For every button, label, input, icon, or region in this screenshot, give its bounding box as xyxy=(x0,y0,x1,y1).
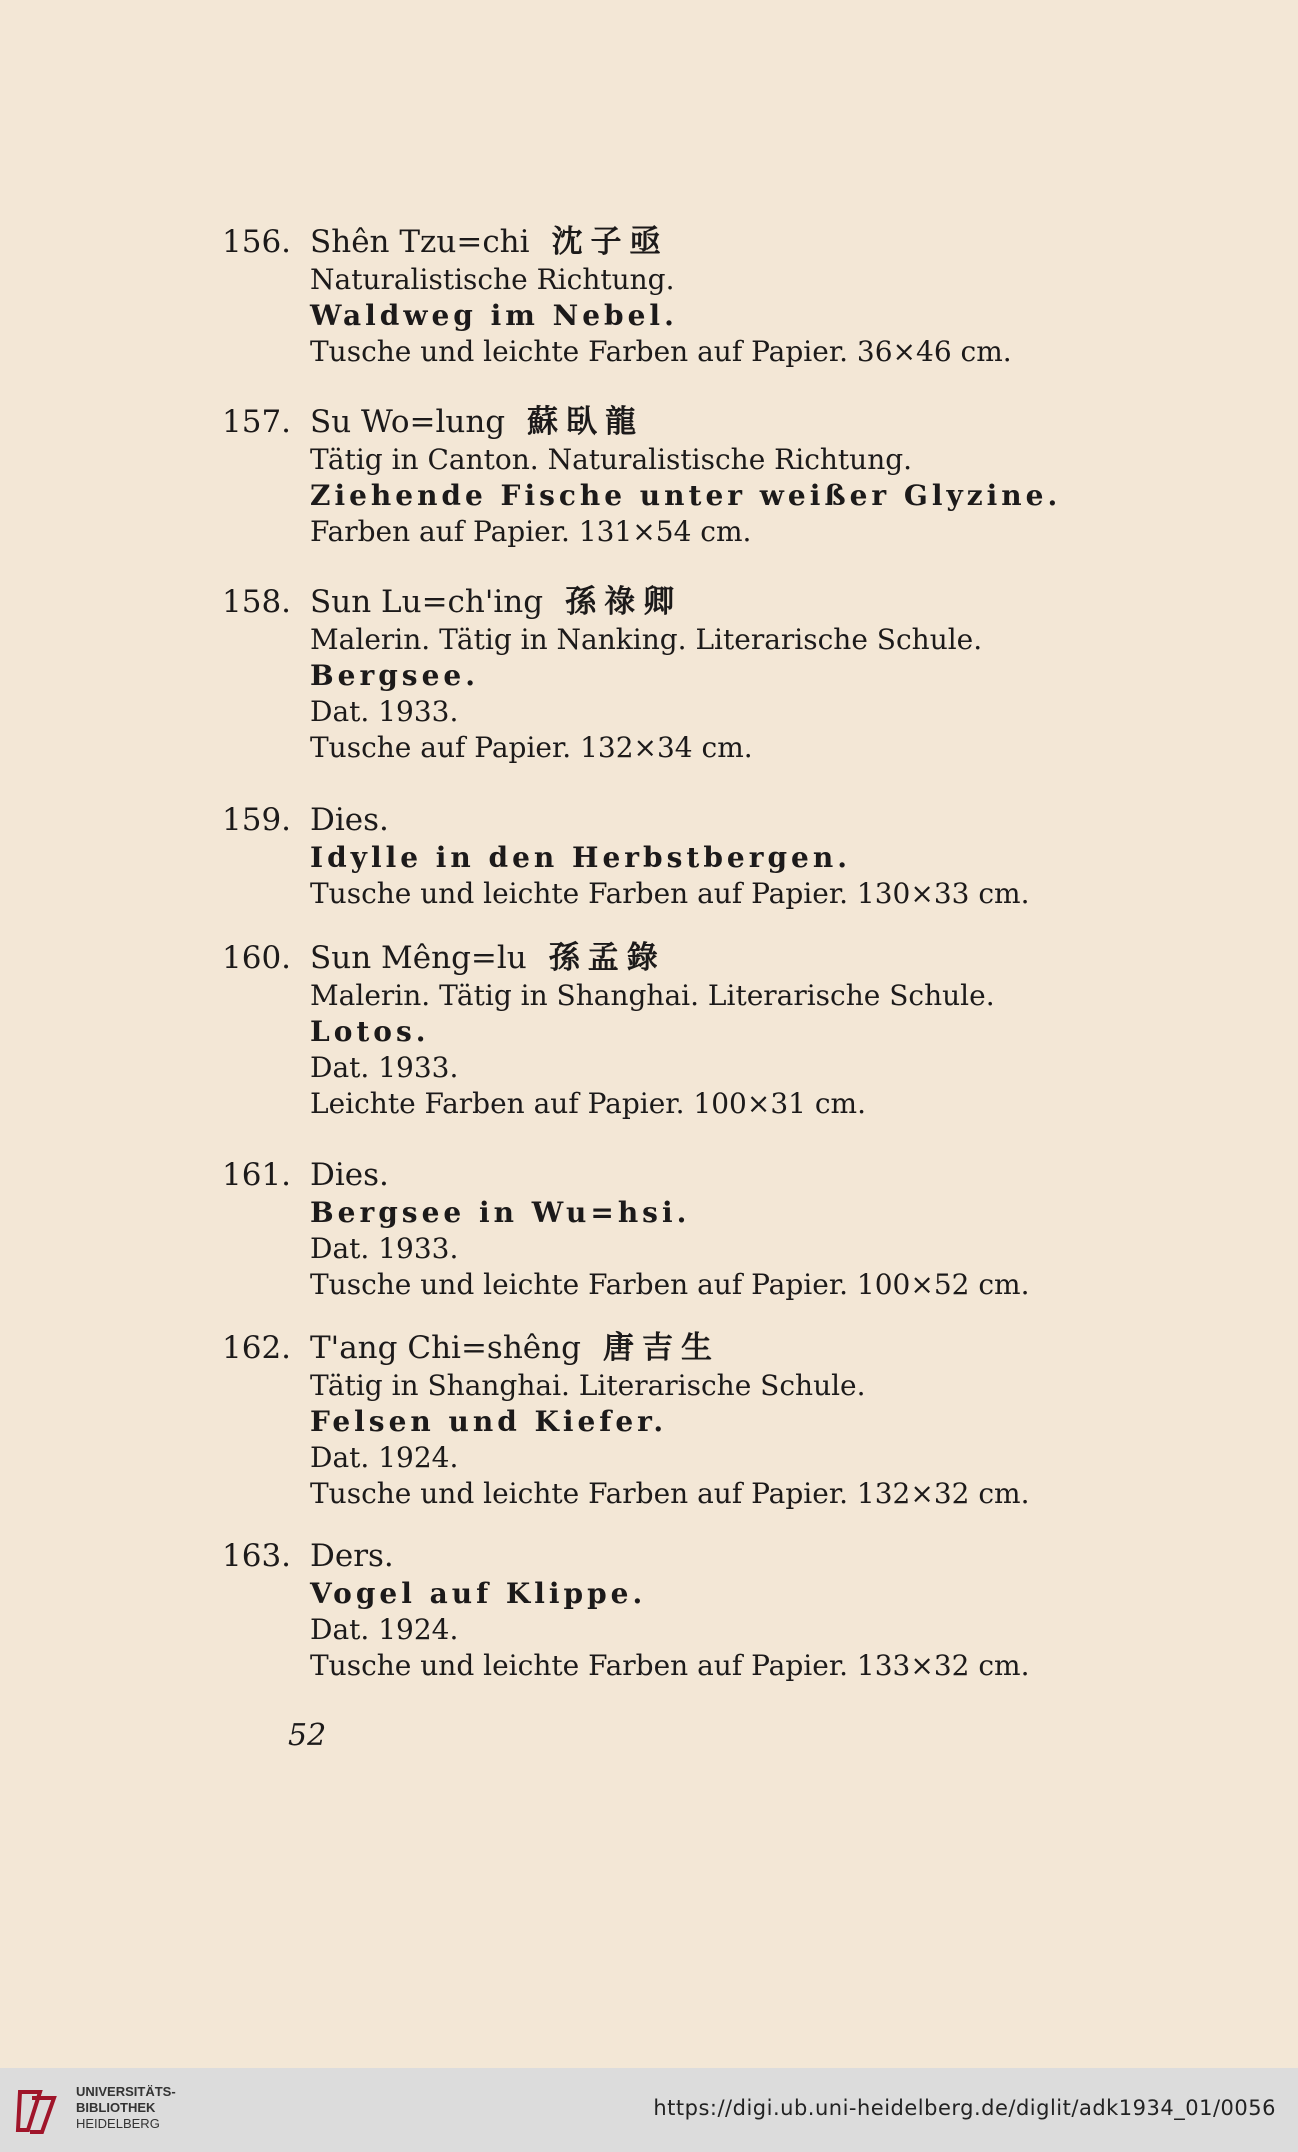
artist-name: Shên Tzu=chi xyxy=(310,224,530,260)
artwork-title: Bergsee in Wu=hsi. xyxy=(310,1196,691,1229)
entry-heading xyxy=(222,1536,1222,1576)
entry-number: 160. xyxy=(222,940,292,976)
entry-detail-line: Farben auf Papier. 131×54 cm. xyxy=(310,515,752,548)
artwork-title: Bergsee. xyxy=(310,659,479,692)
entry-heading xyxy=(222,582,1222,622)
artwork-title: Vogel auf Klippe. xyxy=(310,1577,647,1610)
artist-name: Sun Lu=ch'ing xyxy=(310,584,544,620)
artist-chinese-name: 孫孟錄 xyxy=(548,940,666,976)
library-name-line3: HEIDELBERG xyxy=(76,2116,160,2131)
artist-name: Sun Mêng=lu xyxy=(310,940,527,976)
catalog-entry xyxy=(222,222,1222,370)
entry-number: 159. xyxy=(222,802,292,838)
entry-heading xyxy=(222,938,1222,978)
catalog-entry xyxy=(222,1536,1222,1684)
artist-name: Dies. xyxy=(310,1157,389,1193)
entry-number: 156. xyxy=(222,224,292,260)
catalog-entry xyxy=(222,1155,1222,1303)
entry-detail-line: Dat. 1933. xyxy=(310,1051,459,1084)
entry-detail-line: Tusche und leichte Farben auf Papier. 133×32 cm. xyxy=(310,1649,1030,1682)
entry-detail-line: Leichte Farben auf Papier. 100×31 cm. xyxy=(310,1087,866,1120)
entry-detail-line: Tusche und leichte Farben auf Papier. 100×52 cm. xyxy=(310,1268,1030,1301)
entry-detail-line: Tätig in Shanghai. Literarische Schule. xyxy=(310,1369,866,1402)
entry-detail-line: Dat. 1933. xyxy=(310,1232,459,1265)
entry-detail-line: Tusche und leichte Farben auf Papier. 130×33 cm. xyxy=(310,877,1030,910)
entry-detail-line: Tusche und leichte Farben auf Papier. 132×32 cm. xyxy=(310,1477,1030,1510)
entry-heading xyxy=(222,402,1222,442)
artist-name: T'ang Chi=shêng xyxy=(310,1330,581,1366)
entry-detail-line: Malerin. Tätig in Nanking. Literarische Schule. xyxy=(310,623,983,656)
artist-name: Dies. xyxy=(310,802,389,838)
entry-number: 157. xyxy=(222,404,292,440)
entry-number: 161. xyxy=(222,1157,292,1193)
artist-chinese-name: 沈子亟 xyxy=(551,224,669,260)
artist-chinese-name: 蘇臥龍 xyxy=(527,404,645,440)
entry-detail-line: Dat. 1924. xyxy=(310,1613,459,1646)
entry-heading xyxy=(222,1328,1222,1368)
catalog-entry xyxy=(222,1328,1222,1512)
artist-chinese-name: 唐吉生 xyxy=(602,1330,720,1366)
source-url-link[interactable]: https://digi.ub.uni-heidelberg.de/diglit/adk1934_01/0056 xyxy=(653,2096,1276,2120)
library-name-line2: BIBLIOTHEK xyxy=(76,2100,156,2115)
artist-name: Ders. xyxy=(310,1538,394,1574)
catalog-entry xyxy=(222,800,1222,912)
entry-detail-line: Naturalistische Richtung. xyxy=(310,263,675,296)
catalog-entry xyxy=(222,402,1222,550)
footer-bar xyxy=(0,2068,1298,2152)
artist-chinese-name: 孫祿卿 xyxy=(565,584,683,620)
entry-heading xyxy=(222,222,1222,262)
entry-detail-line: Tätig in Canton. Naturalistische Richtung. xyxy=(310,443,913,476)
library-logo-icon xyxy=(14,2084,68,2138)
artwork-title: Waldweg im Nebel. xyxy=(310,299,678,332)
catalog-entry xyxy=(222,938,1222,1122)
artist-name: Su Wo=lung xyxy=(310,404,506,440)
entry-detail-line: Dat. 1924. xyxy=(310,1441,459,1474)
entry-detail-line: Malerin. Tätig in Shanghai. Literarische Schule. xyxy=(310,979,995,1012)
artwork-title: Ziehende Fische unter weißer Glyzine. xyxy=(310,479,1062,512)
entry-heading xyxy=(222,1155,1222,1195)
artwork-title: Lotos. xyxy=(310,1015,430,1048)
artwork-title: Felsen und Kiefer. xyxy=(310,1405,668,1438)
entry-number: 158. xyxy=(222,584,292,620)
entry-heading xyxy=(222,800,1222,840)
entry-number: 163. xyxy=(222,1538,292,1574)
entry-detail-line: Tusche auf Papier. 132×34 cm. xyxy=(310,731,753,764)
entry-detail-line: Dat. 1933. xyxy=(310,695,459,728)
library-name xyxy=(76,2084,176,2132)
library-name-line1: UNIVERSITÄTS- xyxy=(76,2084,176,2099)
entry-number: 162. xyxy=(222,1330,292,1366)
page-number: 52 xyxy=(288,1718,327,1753)
entry-detail-line: Tusche und leichte Farben auf Papier. 36×46 cm. xyxy=(310,335,1012,368)
artwork-title: Idylle in den Herbstbergen. xyxy=(310,841,851,874)
catalog-entry xyxy=(222,582,1222,766)
